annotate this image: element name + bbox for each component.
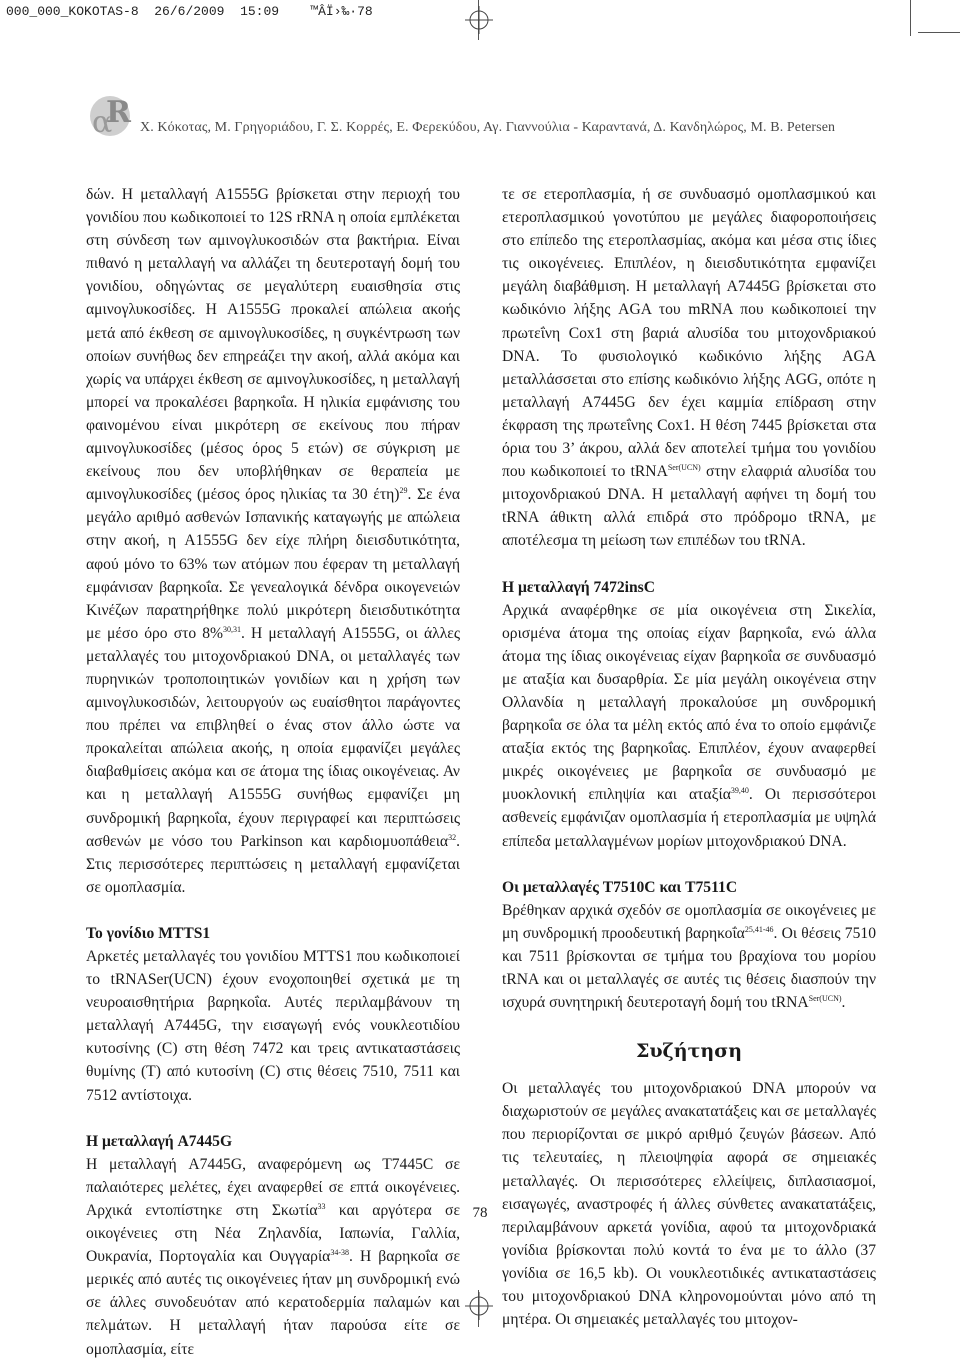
- left-column: [86, 183, 460, 1361]
- heading-t7510c-t7511c: Οι μεταλλαγές T7510C και T7511C: [502, 878, 738, 896]
- citation-ref: 32: [448, 832, 457, 842]
- registration-mark-icon: [465, 6, 493, 34]
- heading-7472insc: Η μεταλλαγή 7472insC: [502, 578, 656, 596]
- citation-ref: 33: [317, 1201, 326, 1211]
- svg-text:R: R: [106, 95, 131, 130]
- paragraph-a1555g: δών. Η μεταλλαγή A1555G βρίσκεται στην περιοχή του γονιδίου που κωδικοποιεί το 12S rRNA η οποία εμπλέκεται στη σύνδεση των αμινογλυκοσιδών στα βακτήρια. Είναι πιθανό η μεταλλαγή να αλλάζει τη δευτεροταγή δομή του γονιδίου, οδηγώντας σε μεγαλύτερη ευαισθησία στις αμινογλυκοσίδες. Η A1555G προκαλεί απώλεια ακοής μετά από έκθεση σε αμινογλυκοσίδες, η συγκέντρωση των οποίων συνήθως δεν επηρεάζει την ακοή, αλλά ακόμα και χωρίς να υπάρχει έκθεση σε αμινογλυκοσίδες, η μεταλλαγή μπορεί να προκαλέσει βαρηκοΐα. Η ηλικία εμφάνισης του φαινομένου είναι μικρότερη σε εκείνους που πήραν αμινογλυκοσίδες (μέσος όρος 5 ετών) σε σύγκριση με εκείνους που δεν υποβλήθηκαν σε θεραπεία με αμινογλυκοσίδες (μέσος όρος ηλικίας τα 30 έτη)$^{29}$. Σε ένα μεγάλο αριθμό ασθενών Ισπανικής καταγωγής με απώλεια στην ακοή, η A1555G δεν είχε πλήρη διεισδυτικότητα, αφού μόνο το 63% των ατόμων που έφεραν τη μεταλλαγή εμφάνισαν βαρηκοΐα. Σε γενεαλογικά δένδρα οικογενειών Κινέζων παρατηρήθηκε πολύ μικρότερη διεισδυτικότητα με μέσο όρο στο 8%$^{30,31}$. Η μεταλλαγή A1555G, οι άλλες μεταλλαγές του μιτοχονδριακού DNA, οι μεταλλαγές των πυρηνικών τροποποιητικών γονιδίων και η χρήση των αμινογλυκοσιδών, λειτουργούν ως ευαίσθητοι παράγοντες που πρέπει να επιβληθεί ο ένας στον άλλο ώστε να προκαλείται απώλεια ακοής, η οποία εμφανίζει μεγάλες διαβαθμίσεις ακόμα και σε άτομα της ίδιας οικογένειας. Αν και η μεταλλαγή A1555G συνήθως εμφανίζει μη συνδρομική βαρηκοΐα, έχουν περιγραφεί και περιπτώσεις ασθενών με νόσο του Parkinson και καρδιομυοπάθεια$^{32}$. Στις περισσότερες περιπτώσεις η μεταλλαγή εμφανίζεται σε ομοπλασμία.: [86, 186, 460, 896]
- page-number: 78: [472, 1205, 488, 1221]
- superscript-ser-ucn: Ser(UCN): [808, 994, 842, 1004]
- section-title-discussion: Συζήτηση: [635, 1040, 743, 1063]
- paragraph-mtts1: Αρκετές μεταλλαγές του γονιδίου MTTS1 που κωδικοποιεί το tRNASer(UCN) έχουν ενοχοποιηθεί σχετικά με τη νευροαισθητήρια βαρηκοΐα. Αυτές περιλαμβάνουν τη μεταλλαγή A7445G, την εισαγωγή ενός νουκλεοτιδίου κυτοσίνης (C) στη θέση 7472 και τρεις αντικαταστάσεις θυμίνης (T) από κυτοσίνη (C) στις θέσεις 7510, 7511 και 7512 αντίστοιχα.: [86, 948, 460, 1104]
- paragraph-a7445g-cont: τε σε ετεροπλασμία, ή σε συνδυασμό ομοπλασμικού και ετεροπλασμικού γονοτύπου με μεγάλες διαφοροποιήσεις στο επίπεδο της ετεροπλασμίας, ακόμα και μέσα στις ίδιες τις οικογένειες. Επιπλέον, η διεισδυτικότητα εμφανίζει μεγάλη διαβάθμιση. Η μεταλλαγή A7445G βρίσκεται στο κωδικόνιο λήξης AGA του mRNA που κωδικοποιεί την πρωτεΐνη Cox1 στη βαριά αλυσίδα του μιτοχονδριακού DNA. Το φυσιολογικό κωδικόνιο λήξης AGA μεταλλάσσεται στο επίσης κωδικόνιο λήξης AGG, οπότε η μεταλλαγή A7445G δεν έχει καμμία επίδραση στην έκφραση της πρωτεΐνης Cox1. Η θέση 7445 βρίσκεται στα όρια του 3’ άκρου, αλλά δεν αποτελεί τμήμα του γονιδίου που κωδικοποιεί το tRNA$^{Ser(UCN)}$ στην ελαφριά αλυσίδα του μιτοχονδριακού DNA. Η μεταλλαγή αφήνει τη δομή του tRNA άθικτη αλλά επιδρά στο πρόδρομο tRNA, με αποτέλεσμα τη μείωση των επιπέδων του tRNA.: [502, 186, 876, 550]
- citation-ref: 34-38: [330, 1248, 349, 1258]
- crop-mark-right: [910, 0, 911, 36]
- right-column: [502, 183, 876, 1331]
- superscript-ser-ucn: Ser(UCN): [667, 463, 701, 473]
- print-slug: [6, 4, 373, 19]
- running-header-authors: Χ. Κόκοτας, Μ. Γρηγοριάδου, Γ. Σ. Κορρές, Ε. Φερεκύδου, Αγ. Γιαννούλια - Καραντανά, Δ. Κανδηλώρος, Μ. Β. Petersen: [140, 120, 836, 135]
- slug-garbled: ™ÂÏ›‰·78: [310, 4, 373, 19]
- slug-file: 000_000_KOKOTAS-8: [6, 4, 139, 19]
- slug-time: 15:09: [240, 4, 280, 19]
- citation-ref: 25,41-46: [744, 924, 774, 934]
- heading-a7445g: Η μεταλλαγή A7445G: [86, 1132, 233, 1150]
- citation-ref: 30,31: [223, 624, 242, 634]
- paragraph-discussion: Οι μεταλλαγές του μιτοχονδριακού DNA μπορούν να διαχωριστούν σε μεγάλες ανακατατάξεις και σε μεταλλαγές που περιορίζονται σε μικρό αριθμό ζευγών βάσεων. Από τις τελευταίες, η πλειοψηφία αφορά σε σημειακές μεταλλαγές. Οι περισσότερες ελλείψεις, διπλασιασμοί, εισαγωγές, αναστροφές ή άλλες σύνθετες ανακατατάξεις, περιλαμβάνουν αρκετά γονίδια, αφού τα μιτοχονδριακά γονίδια βρίσκονται πολύ κοντά το ένα με το άλλο (37 γονίδια σε 16,5 kb). Οι νουκλεοτιδικές αντικαταστάσεις του μιτοχονδριακού DNA κληρονομούνται μόνο από τη μητέρα. Οι σημειακές μεταλλαγές του μιτοχον-: [502, 1080, 876, 1329]
- paragraph-7472insc: Αρχικά αναφέρθηκε σε μία οικογένεια στη Σικελία, ορισμένα άτομα της οποίας είχαν βαρηκοΐα, ενώ άλλα άτομα της ίδιας οικογένειας είχαν βαρηκοΐα σε συνδυασμό με αταξία και δυσαρθρία. Σε μία μεγάλη οικογένεια στην Ολλανδία η μεταλλαγή προκαλούσε μη συνδρομική βαρηκοΐα σε όλα τα μέλη εκτός από ένα το οποίο εμφάνιζε αταξία εκτός της βαρηκοΐας. Επιπλέον, έχουν αναφερθεί μικρές οικογένειες με βαρηκοΐα σε συνδυασμό με μυοκλονική επιληψία και αταξία$^{39,40}$. Οι περισσότεροι ασθενείς εμφάνιζαν ομοπλασμία ή ετεροπλασμία με υψηλά επίπεδα μεταλλαγμένων μορίων μιτοχονδριακού DNA.: [502, 601, 876, 850]
- citation-ref: 29: [399, 486, 408, 496]
- svg-text:α: α: [92, 105, 113, 140]
- paragraph-t7510c-t7511c: Βρέθηκαν αρχικά σχεδόν σε ομοπλασμία σε οικογένειες με μη συνδρομική προοδευτική βαρηκοΐα$^{25,41-46}$. Οι θέσεις 7510 και 7511 βρίσκονται σε τμήμα του βραχίονα του μορίου tRNA και οι μεταλλαγές σε αυτές τις θέσεις διασπούν την ισχυρά συνητηρική δευτεροταγή δομή του tRNA$^{Ser(UCN)}$.: [502, 901, 876, 1012]
- registration-mark-bottom-icon: [465, 1292, 493, 1320]
- heading-mtts1: Το γονίδιο MTTS1: [86, 924, 211, 942]
- crop-mark-right-h: [918, 32, 960, 33]
- journal-logo-icon: [82, 92, 134, 144]
- citation-ref: 39,40: [730, 786, 749, 796]
- slug-date: 26/6/2009: [154, 4, 225, 19]
- paragraph-a7445g: Η μεταλλαγή A7445G, αναφερόμενη ως T7445C σε παλαιότερες μελέτες, έχει αναφερθεί σε επτά οικογένειες. Αρχικά εντοπίστηκε στη Σκωτία$^{33}$ και αργότερα σε οικογένειες στη Νέα Ζηλανδία, Ιαπωνία, Γαλλία, Ουκρανία, Πορτογαλία και Ουγγαρία$^{34-38}$. Η βαρηκοΐα σε μερικές από αυτές τις οικογένειες ήταν μη συνδρομική ενώ σε άλλες συνοδευόταν από κερατοδερμία παλαμών και πελμάτων. Η μεταλλαγή ήταν παρούσα είτε σε ομοπλασμία, είτε: [86, 1155, 460, 1358]
